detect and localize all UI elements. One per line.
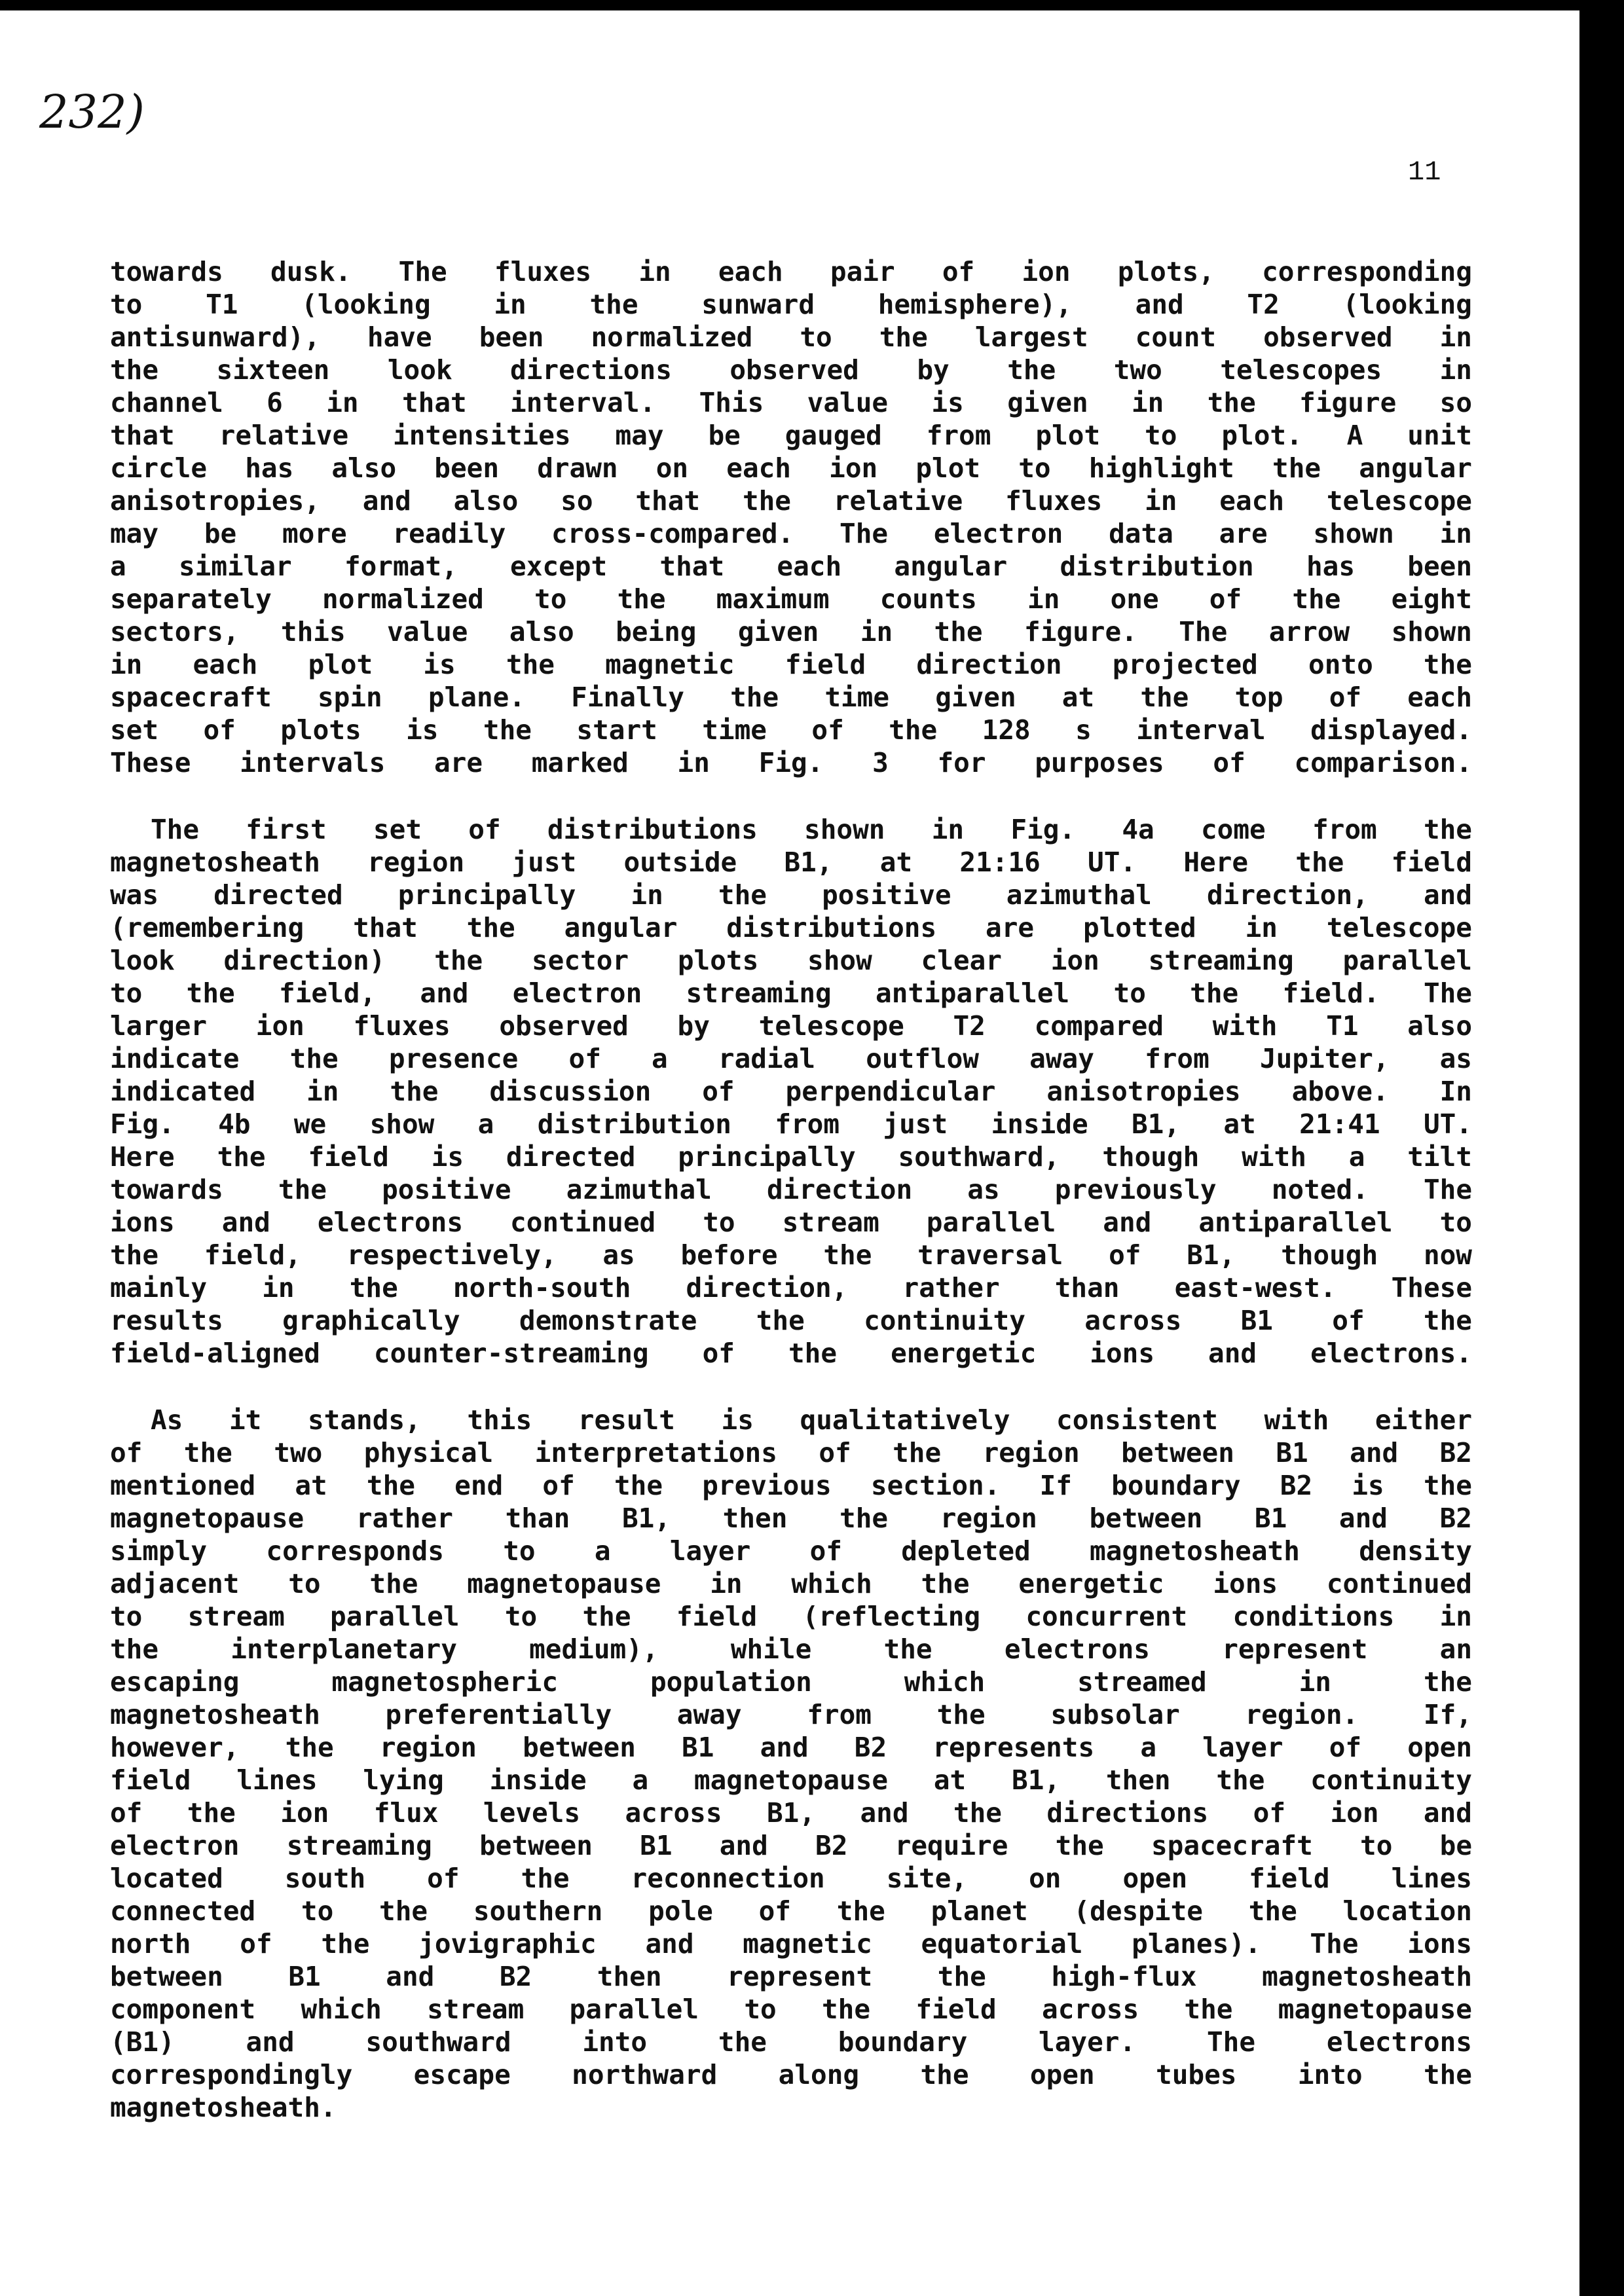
text-line: sectors, this value also being given in the figure. The arrow shown xyxy=(110,616,1472,647)
text-line: Here the field is directed principally southward, though with a tilt xyxy=(110,1141,1472,1173)
text-line: mainly in the north-south direction, rather than east-west. These xyxy=(110,1272,1472,1303)
paragraph-3 xyxy=(110,1404,1472,2124)
text-line: between B1 and B2 then represent the high-flux magnetosheath xyxy=(110,1961,1472,1992)
text-line: channel 6 in that interval. This value is given in the figure so xyxy=(110,387,1472,418)
text-line: field lines lying inside a magnetopause at B1, then the continuity xyxy=(110,1764,1472,1796)
text-line: to the field, and electron streaming antiparallel to the field. The xyxy=(110,977,1472,1009)
text-line: anisotropies, and also so that the relative fluxes in each telescope xyxy=(110,485,1472,517)
text-line: magnetopause rather than B1, then the region between B1 and B2 xyxy=(110,1503,1472,1534)
text-line: look direction) the sector plots show clear ion streaming parallel xyxy=(110,945,1472,976)
text-line: in each plot is the magnetic field direction projected onto the xyxy=(110,649,1472,680)
text-line: The first set of distributions shown in Fig. 4a come from the xyxy=(151,814,1472,845)
text-line: indicate the presence of a radial outflow away from Jupiter, as xyxy=(110,1043,1472,1074)
text-line: located south of the reconnection site, on open field lines xyxy=(110,1863,1472,1894)
text-line: magnetosheath. xyxy=(110,2092,337,2123)
text-line: larger ion fluxes observed by telescope T2 compared with T1 also xyxy=(110,1010,1472,1042)
text-line: may be more readily cross-compared. The electron data are shown in xyxy=(110,518,1472,549)
text-line: of the two physical interpretations of the region between B1 and B2 xyxy=(110,1437,1472,1468)
text-line: (remembering that the angular distributions are plotted in telescope xyxy=(110,912,1472,943)
text-line: escaping magnetospheric population which streamed in the xyxy=(110,1666,1472,1698)
text-line: the interplanetary medium), while the electrons represent an xyxy=(110,1633,1472,1665)
text-line: was directed principally in the positive azimuthal direction, and xyxy=(110,879,1472,911)
text-line: that relative intensities may be gauged from plot to plot. A unit xyxy=(110,420,1472,451)
text-line: magnetosheath region just outside B1, at 21:16 UT. Here the field xyxy=(110,847,1472,878)
paragraph-2 xyxy=(110,813,1472,1370)
text-line: correspondingly escape northward along the open tubes into the xyxy=(110,2059,1472,2090)
text-line: antisunward), have been normalized to the largest count observed in xyxy=(110,321,1472,353)
text-line: circle has also been drawn on each ion plot to highlight the angular xyxy=(110,452,1472,484)
text-line: the field, respectively, as before the traversal of B1, though now xyxy=(110,1239,1472,1271)
text-line: the sixteen look directions observed by the two telescopes in xyxy=(110,354,1472,386)
text-line: spacecraft spin plane. Finally the time given at the top of each xyxy=(110,682,1472,713)
text-line: to T1 (looking in the sunward hemisphere), and T2 (looking xyxy=(110,289,1472,320)
text-line: towards dusk. The fluxes in each pair of ion plots, corresponding xyxy=(110,256,1472,287)
text-line: results graphically demonstrate the continuity across B1 of the xyxy=(110,1305,1472,1336)
text-line: to stream parallel to the field (reflecting concurrent conditions in xyxy=(110,1601,1472,1632)
text-line: These intervals are marked in Fig. 3 for purposes of comparison. xyxy=(110,747,1472,778)
page-number: 11 xyxy=(1408,156,1441,188)
text-line: indicated in the discussion of perpendicular anisotropies above. In xyxy=(110,1076,1472,1107)
text-line: however, the region between B1 and B2 represents a layer of open xyxy=(110,1732,1472,1763)
text-line: north of the jovigraphic and magnetic equatorial planes). The ions xyxy=(110,1928,1472,1959)
text-line: As it stands, this result is qualitatively consistent with either xyxy=(151,1404,1472,1436)
text-line: (B1) and southward into the boundary layer. The electrons xyxy=(110,2026,1472,2058)
text-line: Fig. 4b we show a distribution from just inside B1, at 21:41 UT. xyxy=(110,1108,1472,1140)
text-line: towards the positive azimuthal direction as previously noted. The xyxy=(110,1174,1472,1205)
text-line: set of plots is the start time of the 128 s interval displayed. xyxy=(110,714,1472,746)
document-page xyxy=(0,10,1579,2296)
text-line: field-aligned counter-streaming of the energetic ions and electrons. xyxy=(110,1338,1472,1369)
text-line: simply corresponds to a layer of depleted magnetosheath density xyxy=(110,1535,1472,1567)
text-line: connected to the southern pole of the planet (despite the location xyxy=(110,1895,1472,1927)
text-line: separately normalized to the maximum counts in one of the eight xyxy=(110,583,1472,615)
text-line: of the ion flux levels across B1, and the directions of ion and xyxy=(110,1797,1472,1829)
handwritten-page-annotation: 232) xyxy=(39,85,145,139)
text-line: electron streaming between B1 and B2 require the spacecraft to be xyxy=(110,1830,1472,1861)
text-line: magnetosheath preferentially away from the subsolar region. If, xyxy=(110,1699,1472,1730)
text-line: ions and electrons continued to stream parallel and antiparallel to xyxy=(110,1207,1472,1238)
text-line: mentioned at the end of the previous section. If boundary B2 is the xyxy=(110,1470,1472,1501)
text-line: adjacent to the magnetopause in which the energetic ions continued xyxy=(110,1568,1472,1599)
body-text xyxy=(110,255,1472,2158)
text-line: component which stream parallel to the field across the magnetopause xyxy=(110,1994,1472,2025)
text-line: a similar format, except that each angular distribution has been xyxy=(110,551,1472,582)
paragraph-1 xyxy=(110,255,1472,779)
